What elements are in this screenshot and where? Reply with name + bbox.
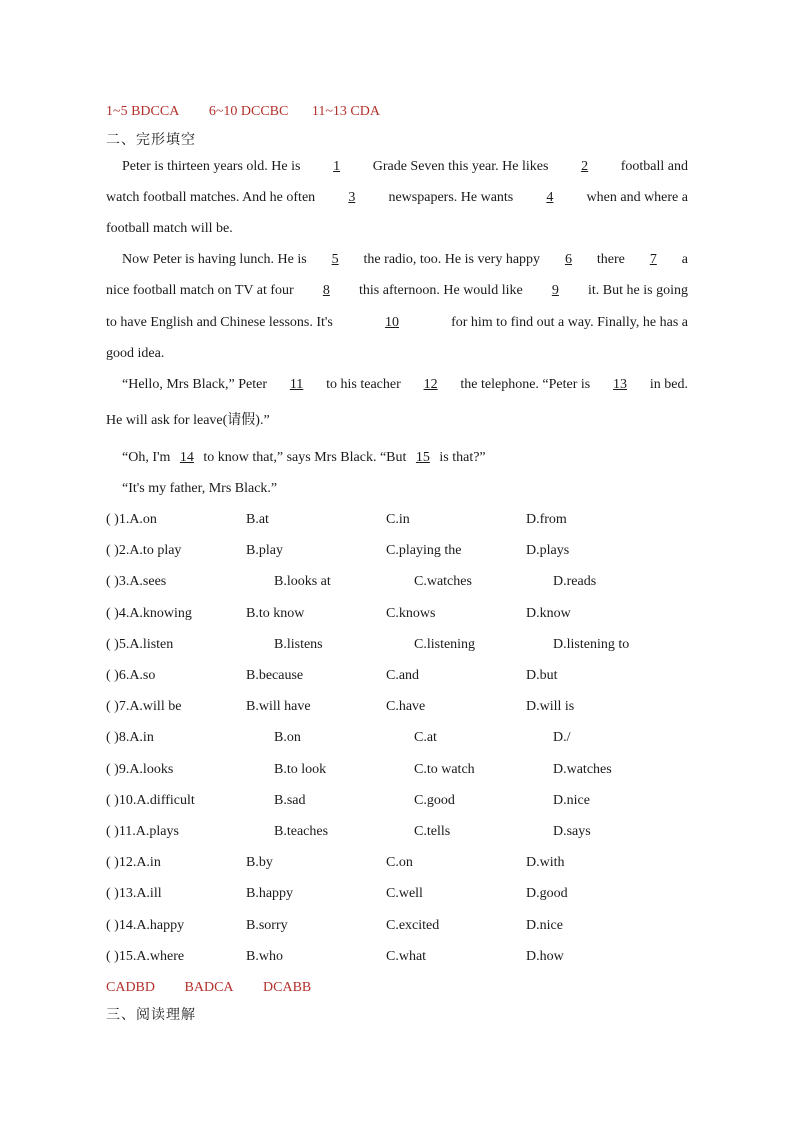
option-d: D.know	[526, 606, 571, 621]
passage-line: to have English and Chinese lessons. It's 10 for him to find out a way. Finally, he has a	[106, 315, 688, 330]
blank: 12	[423, 377, 438, 392]
answer-key-2	[106, 979, 311, 997]
blank: 3	[348, 190, 356, 205]
option-b: B.to look	[274, 762, 327, 777]
option-b: B.looks at	[274, 574, 331, 589]
option-c: C.watches	[414, 574, 472, 589]
blank: 2	[581, 159, 589, 174]
option-b: B.to know	[246, 606, 305, 621]
blank: 8	[322, 283, 330, 298]
option-b: B.because	[246, 668, 304, 683]
blank: 9	[551, 283, 559, 298]
option-d: D.from	[526, 512, 567, 527]
passage-line: Now Peter is having lunch. He is 5 the radio, too. He is very happy 6 there 7 a	[122, 252, 688, 267]
blank: 1	[333, 159, 341, 174]
option-c: C.playing the	[386, 543, 462, 558]
passage-line: good idea.	[106, 346, 165, 361]
option-c: C.and	[386, 668, 420, 683]
answer-group-3: DCABB	[263, 980, 312, 995]
question-stem: ( )5.A.listen	[106, 637, 174, 652]
passage-line: nice football match on TV at four 8 this afternoon. He would like 9 it. But he is going	[106, 283, 688, 298]
passage-line: “It's my father, Mrs Black.”	[122, 481, 278, 496]
question-stem: ( )15.A.where	[106, 949, 185, 964]
answer-group-2: 6~10 DCCBC	[208, 104, 289, 119]
option-b: B.by	[246, 855, 273, 870]
option-b: B.who	[246, 949, 283, 964]
option-b: B.happy	[246, 886, 294, 901]
option-c: C.at	[414, 730, 437, 745]
passage-line: “Hello, Mrs Black,” Peter 11 to his teacher 12 the telephone. “Peter is 13 in bed.	[122, 377, 688, 392]
option-c: C.what	[386, 949, 427, 964]
option-b: B.play	[246, 543, 283, 558]
question-stem: ( )4.A.knowing	[106, 606, 192, 621]
blank: 13	[613, 377, 628, 392]
option-c: C.knows	[386, 606, 436, 621]
question-stem: ( )1.A.on	[106, 512, 157, 527]
option-c: C.on	[386, 855, 413, 870]
question-stem: ( )13.A.ill	[106, 886, 162, 901]
question-stem: ( )12.A.in	[106, 855, 161, 870]
option-b: B.sad	[274, 793, 306, 808]
option-d: D.reads	[553, 574, 597, 589]
option-d: D./	[553, 730, 571, 745]
question-stem: ( )8.A.in	[106, 730, 154, 745]
question-stem: ( )2.A.to play	[106, 543, 182, 558]
option-d: D.watches	[553, 762, 612, 777]
passage-line: Peter is thirteen years old. He is 1 Grade Seven this year. He likes 2 football and	[122, 159, 688, 174]
question-stem: ( )10.A.difficult	[106, 793, 195, 808]
passage-line: He will ask for leave(请假).”	[106, 413, 270, 428]
passage-line: “Oh, I'm 14 to know that,” says Mrs Black. “But 15 is that?”	[122, 450, 486, 465]
passage-line: football match will be.	[106, 221, 233, 236]
option-b: B.at	[246, 512, 269, 527]
option-c: C.tells	[414, 824, 451, 839]
option-d: D.with	[526, 855, 565, 870]
blank: 6	[564, 252, 572, 267]
option-d: D.will is	[526, 699, 575, 714]
question-stem: ( )9.A.looks	[106, 762, 174, 777]
option-b: B.listens	[274, 637, 323, 652]
answer-key-1	[106, 103, 380, 121]
option-c: C.excited	[386, 918, 440, 933]
question-stem: ( )14.A.happy	[106, 918, 185, 933]
blank: 5	[331, 252, 339, 267]
option-d: D.but	[526, 668, 558, 683]
question-stem: ( )3.A.sees	[106, 574, 167, 589]
option-b: B.teaches	[274, 824, 329, 839]
answer-group-3: 11~13 CDA	[311, 104, 380, 119]
option-d: D.nice	[553, 793, 590, 808]
option-c: C.listening	[414, 637, 476, 652]
blank: 4	[546, 190, 554, 205]
answer-group-2: BADCA	[184, 980, 234, 995]
blank: 14	[179, 450, 194, 465]
option-d: D.plays	[526, 543, 570, 558]
question-stem: ( )7.A.will be	[106, 699, 182, 714]
question-stem: ( )11.A.plays	[106, 824, 179, 839]
option-c: C.good	[414, 793, 455, 808]
answer-group-1: CADBD	[106, 980, 156, 995]
option-b: B.will have	[246, 699, 311, 714]
answer-group-1: 1~5 BDCCA	[106, 104, 180, 119]
option-c: C.have	[386, 699, 426, 714]
blank: 15	[415, 450, 430, 465]
option-d: D.nice	[526, 918, 563, 933]
option-b: B.sorry	[246, 918, 288, 933]
option-c: C.in	[386, 512, 410, 527]
option-d: D.how	[526, 949, 564, 964]
option-c: C.well	[386, 886, 423, 901]
section-heading-reading: 三、阅读理解	[106, 1007, 196, 1023]
option-d: D.says	[553, 824, 591, 839]
blank: 7	[649, 252, 657, 267]
option-c: C.to watch	[414, 762, 475, 777]
option-b: B.on	[274, 730, 301, 745]
option-d: D.listening to	[553, 637, 630, 652]
blank: 11	[289, 377, 304, 392]
passage-line: watch football matches. And he often 3 newspapers. He wants 4 when and where a	[106, 190, 688, 205]
section-heading-cloze: 二、完形填空	[106, 132, 196, 148]
blank: 10	[384, 315, 399, 330]
option-d: D.good	[526, 886, 568, 901]
question-stem: ( )6.A.so	[106, 668, 156, 683]
